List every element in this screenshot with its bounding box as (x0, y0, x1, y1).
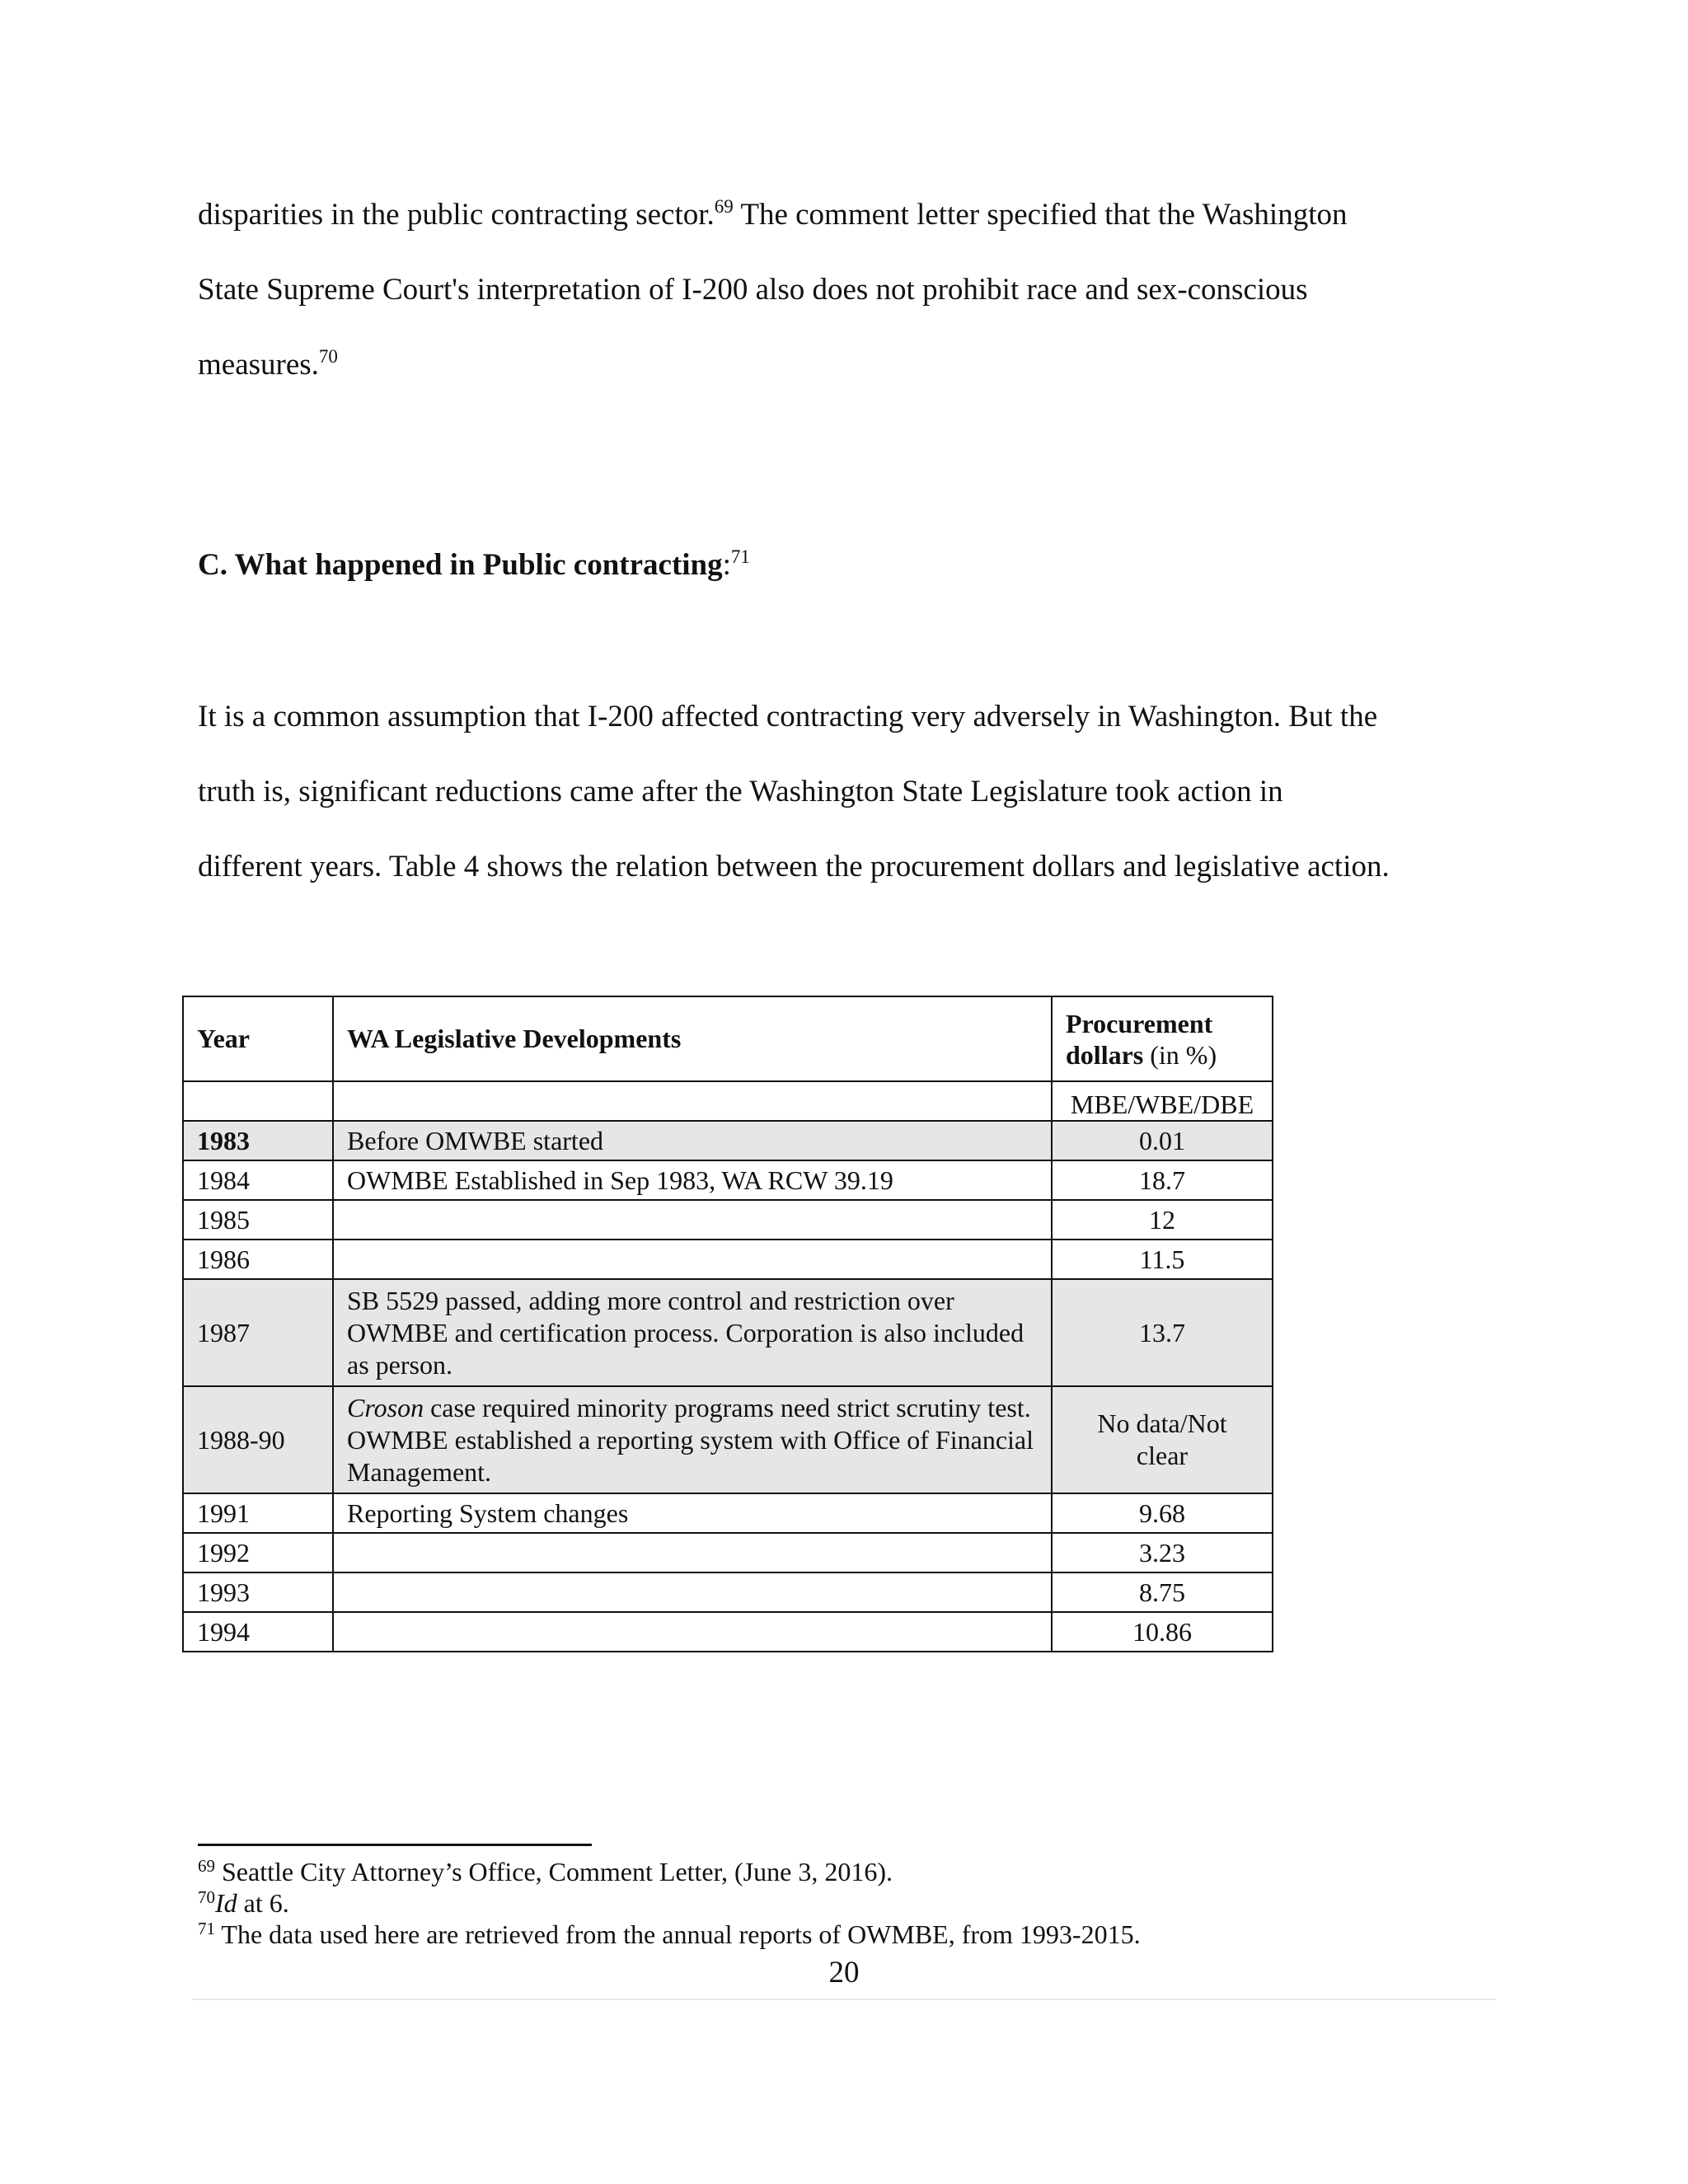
row-development: SB 5529 passed, adding more control and restriction over OWMBE and certification process. Corporation is also included as person. (333, 1279, 1052, 1386)
section-heading: C. What happened in Public contracting:$^{71}$ (198, 546, 750, 582)
row-year: 1991 (183, 1493, 333, 1533)
table-row (183, 1572, 1273, 1612)
header-procurement: Procurement dollars (in %) (1052, 996, 1273, 1081)
subheader-label: MBE/WBE/DBE (1052, 1081, 1273, 1121)
row-development (333, 1612, 1052, 1652)
row-development: OWMBE Established in Sep 1983, WA RCW 39.19 (333, 1160, 1052, 1200)
row-development (333, 1533, 1052, 1572)
footnote-69: $^{69}$ Seattle City Attorney’s Office, Comment Letter, (June 3, 2016). (198, 1856, 893, 1886)
row-year: 1988-90 (183, 1386, 333, 1493)
row-year: 1985 (183, 1200, 333, 1240)
row-development (333, 1572, 1052, 1612)
paragraph-1-line-1: disparities in the public contracting sector.$^{69}$ The comment letter specified that the Washington (198, 196, 1348, 232)
header-year: Year (183, 996, 333, 1081)
row-value: 3.23 (1052, 1533, 1273, 1572)
table-row (183, 1493, 1273, 1533)
row-development (333, 1240, 1052, 1279)
row-year: 1983 (183, 1121, 333, 1160)
row-value: 18.7 (1052, 1160, 1273, 1200)
footnote-71: $^{71}$ The data used here are retrieved from the annual reports of OWMBE, from 1993-2015. (198, 1919, 1141, 1949)
row-value: 13.7 (1052, 1279, 1273, 1386)
paragraph-2-line-1: It is a common assumption that I-200 affected contracting very adversely in Washington. But the (198, 700, 1378, 733)
table-row (183, 1279, 1273, 1386)
table-row (183, 1386, 1273, 1493)
row-value: 10.86 (1052, 1612, 1273, 1652)
footnote-ref-69[interactable]: 69 (714, 196, 734, 217)
row-year: 1987 (183, 1279, 333, 1386)
row-development: Before OMWBE started (333, 1121, 1052, 1160)
paragraph-1-line-3: measures.$^{70}$ (198, 346, 338, 382)
paragraph-1 (198, 177, 1517, 402)
header-developments: WA Legislative Developments (333, 996, 1052, 1081)
row-development (333, 1200, 1052, 1240)
row-year: 1986 (183, 1240, 333, 1279)
row-year: 1994 (183, 1612, 333, 1652)
paragraph-2 (198, 679, 1517, 904)
row-value: 8.75 (1052, 1572, 1273, 1612)
paragraph-2-line-3: different years. Table 4 shows the relation between the procurement dollars and legislative action. (198, 850, 1390, 883)
row-value: No data/Not clear (1052, 1386, 1273, 1493)
row-value: 12 (1052, 1200, 1273, 1240)
row-value: 9.68 (1052, 1493, 1273, 1533)
table-subheader-row (183, 1081, 1273, 1121)
footnote-separator (198, 1844, 592, 1846)
row-development: Reporting System changes (333, 1493, 1052, 1533)
row-development: Croson case required minority programs need strict scrutiny test. OWMBE established a reporting system with Office of Financial Management. (333, 1386, 1052, 1493)
paragraph-2-line-2: truth is, significant reductions came after the Washington State Legislature took action in (198, 775, 1283, 808)
table-row (183, 1240, 1273, 1279)
table-row (183, 1612, 1273, 1652)
page-number: 20 (828, 1956, 860, 1990)
row-year: 1984 (183, 1160, 333, 1200)
footnotes (198, 1856, 1517, 1950)
row-year: 1993 (183, 1572, 333, 1612)
page-bottom-rule (192, 1999, 1496, 2000)
row-value: 11.5 (1052, 1240, 1273, 1279)
row-year: 1992 (183, 1533, 333, 1572)
procurement-table (182, 996, 1273, 1652)
table-row (183, 1160, 1273, 1200)
footnote-ref-71[interactable]: 71 (730, 546, 750, 567)
table-row (183, 1533, 1273, 1572)
row-value: 0.01 (1052, 1121, 1273, 1160)
paragraph-1-line-2: State Supreme Court's interpretation of I-200 also does not prohibit race and sex-conscious (198, 273, 1308, 307)
table-row (183, 1200, 1273, 1240)
footnote-ref-70[interactable]: 70 (318, 346, 338, 367)
table-row (183, 1121, 1273, 1160)
table-header-row (183, 996, 1273, 1081)
footnote-70: $^{70}$Id at 6. (198, 1887, 289, 1918)
